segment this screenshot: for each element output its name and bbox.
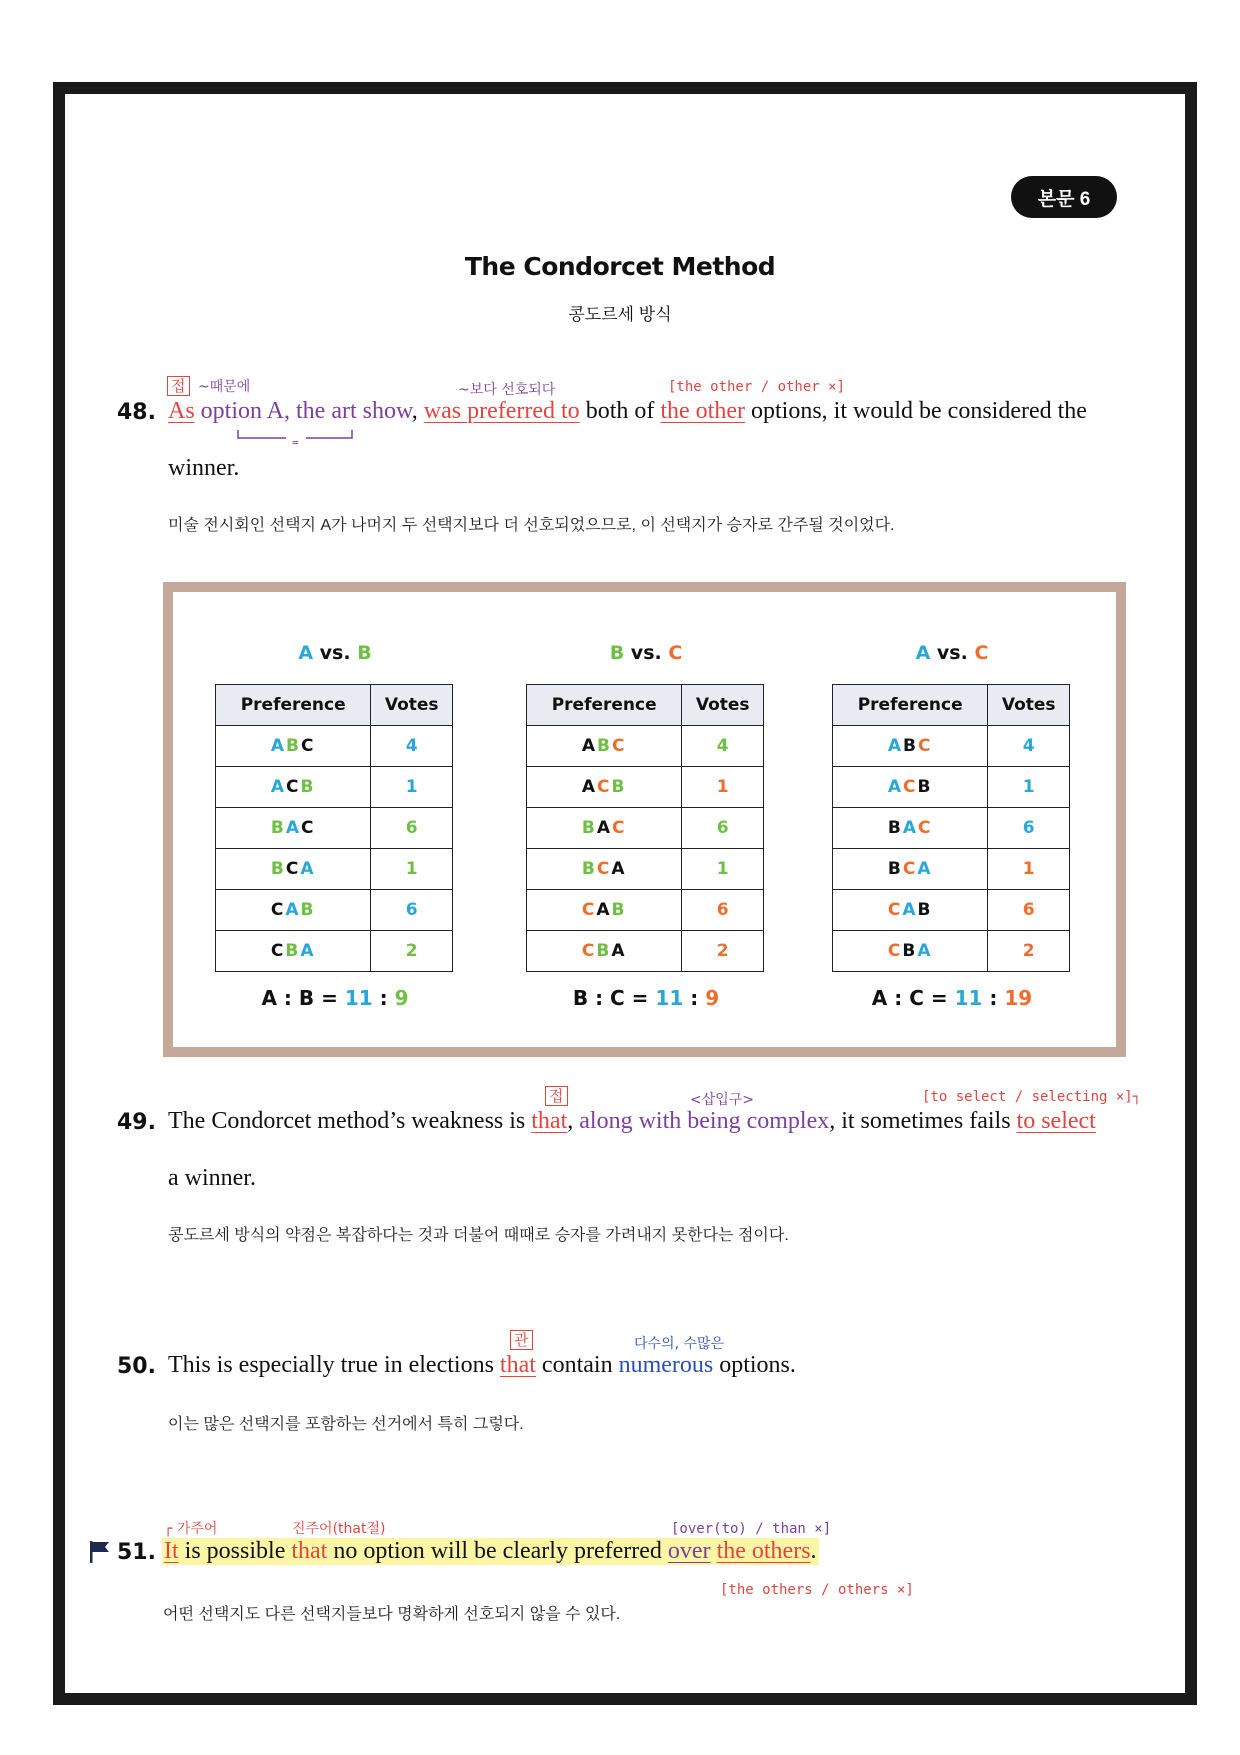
result-segment: 19 [1004,986,1033,1010]
s51-that: that [291,1538,328,1564]
column-header: Votes [988,685,1070,726]
table-title-segment: A [915,642,931,664]
note-48-conj [167,376,250,396]
preference-letter: C [581,941,597,961]
vote-table [526,684,764,972]
votes-cell: 6 [988,890,1070,931]
votes-cell: 4 [682,726,764,767]
table-header-row [527,685,764,726]
table-row [833,849,1070,890]
note-insert: <삽입구> [690,1092,755,1108]
preference-letter: C [301,736,316,756]
table-result [526,986,766,1010]
preference-letter: B [903,736,919,756]
s51-it: It [164,1538,179,1564]
translation-48: 미술 전시회인 선택지 A가 나머지 두 선택지보다 더 선호되었으므로, 이 선택지가 승자로 간주될 것이었다. [168,517,895,534]
sentence-number-50: 50. [117,1354,156,1379]
table-row [527,931,764,972]
votes-cell: 6 [682,890,764,931]
preference-letter: C [612,736,627,756]
votes-cell: 1 [371,849,453,890]
preference-letter: A [285,818,302,838]
preference-cell [833,849,988,890]
conj-box: 접 [545,1086,568,1106]
result-segment: 11 [344,986,373,1010]
s49-to-select: to select [1016,1108,1096,1134]
votes-cell: 6 [371,808,453,849]
table-row [833,890,1070,931]
table-title [215,642,455,672]
table-row [216,931,453,972]
preference-letter: B [597,736,613,756]
table-row [833,931,1070,972]
note-over: [over(to) / than ×] [671,1521,832,1537]
result-segment: A : B = [261,986,345,1010]
result-segment: 11 [954,986,983,1010]
s48-appositive: option A, the art show [200,398,412,424]
note-49-conj [545,1086,568,1106]
preference-cell [833,808,988,849]
preference-letter: C [286,777,301,797]
preference-letter: A [611,859,627,879]
table-title [526,642,766,672]
s48-the-other: the other [660,398,745,424]
translation-51: 어떤 선택지도 다른 선택지들보다 명확하게 선호되지 않을 수 있다. [163,1606,621,1623]
preference-letter: C [596,859,612,879]
s50-numerous: numerous [618,1352,714,1378]
preference-letter: B [887,818,903,838]
sentence-48-line1: As option A, the art show, was preferred to both of the other options, it would be considered the [168,398,1087,424]
preference-letter: B [902,941,918,961]
table-header-row [216,685,453,726]
result-segment: 11 [655,986,684,1010]
preference-cell [527,767,682,808]
preference-letter: B [285,941,301,961]
note-select: [to select / selecting ×]┐ [922,1089,1142,1105]
column-header: Preference [833,685,988,726]
preference-letter: A [902,900,918,920]
votes-cell: 2 [682,931,764,972]
sentence-49-line2: a winner. [168,1165,256,1191]
preference-letter: C [581,900,597,920]
table-result [215,986,455,1010]
column-header: Votes [682,685,764,726]
preference-cell [527,931,682,972]
preference-letter: B [611,900,627,920]
preference-letter: B [917,900,933,920]
preference-letter: C [887,900,903,920]
note-others: [the others / others ×] [720,1582,914,1598]
preference-letter: A [887,777,904,797]
preference-letter: C [612,818,627,838]
column-header: Preference [216,685,371,726]
table-title-segment: B [357,642,372,664]
preference-letter: A [917,941,933,961]
preference-letter: C [903,777,918,797]
preference-letter: A [581,777,598,797]
translation-49: 콩도르세 방식의 약점은 복잡하다는 것과 더불어 때때로 승자를 가려내지 못한다는 점이다. [168,1227,789,1244]
note-other: [the other / other ×] [668,379,846,395]
preference-letter: B [596,941,612,961]
note-dummy-subject: ┌ 가주어 [164,1521,218,1537]
preference-cell [527,726,682,767]
preference-letter: A [581,736,598,756]
preference-cell [833,890,988,931]
preference-cell [216,890,371,931]
note-real-subject: 진주어(that절) [292,1521,386,1537]
votes-cell: 6 [371,890,453,931]
table-row [833,808,1070,849]
table-row [527,890,764,931]
table-title-segment: vs. [930,642,975,664]
table-row [216,890,453,931]
table-row [527,808,764,849]
table-title [832,642,1072,672]
votes-cell: 4 [988,726,1070,767]
table-a-vs-c [832,642,1072,1010]
preference-letter: A [596,818,613,838]
s51-the-others: the others [716,1538,811,1564]
preference-cell [527,849,682,890]
preference-letter: A [300,859,316,879]
page-title: The Condorcet Method [464,252,776,281]
vote-table [215,684,453,972]
sentence-51: It is possible that no option will be clearly preferred over the others. [164,1538,817,1564]
vote-tables-figure [163,582,1126,1057]
table-row [833,767,1070,808]
preference-letter: C [902,859,918,879]
preference-letter: B [581,859,597,879]
preference-letter: B [286,736,302,756]
preference-letter: C [918,818,933,838]
preference-letter: B [270,859,286,879]
preference-cell [833,726,988,767]
votes-cell: 6 [988,808,1070,849]
sentence-48-line2: winner. [168,455,240,481]
s51-over: over [667,1538,711,1564]
result-segment: A : C = [871,986,955,1010]
votes-cell: 1 [988,767,1070,808]
preference-cell [527,808,682,849]
preference-letter: C [597,777,612,797]
table-a-vs-b [215,642,455,1010]
preference-letter: C [918,736,933,756]
s49-that: that [531,1108,568,1134]
translation-50: 이는 많은 선택지를 포함하는 선거에서 특히 그렇다. [168,1416,524,1433]
note-preferred: ~보다 선호되다 [458,382,556,398]
result-segment: : [982,986,1005,1010]
sentence-number-51: 51. [117,1540,156,1565]
table-row [216,726,453,767]
rel-box: 관 [510,1330,533,1350]
votes-cell: 2 [371,931,453,972]
table-row [216,849,453,890]
preference-cell [833,931,988,972]
preference-letter: A [902,818,919,838]
preference-letter: A [270,777,287,797]
votes-cell: 2 [988,931,1070,972]
preference-letter: B [887,859,903,879]
table-row [833,726,1070,767]
votes-cell: 4 [371,726,453,767]
preference-cell [216,808,371,849]
preference-letter: C [301,818,316,838]
s48-preferred-to: was preferred to [423,398,580,424]
s48-as: As [168,398,195,424]
result-segment: : [683,986,706,1010]
preference-letter: B [300,900,316,920]
preference-cell [216,931,371,972]
table-title-segment: C [974,642,989,664]
result-segment: 9 [705,986,720,1010]
votes-cell: 1 [682,767,764,808]
votes-cell: 1 [988,849,1070,890]
conj-box: 접 [167,376,190,396]
sentence-50: This is especially true in elections that contain numerous options. [168,1352,796,1378]
sentence-number-49: 49. [117,1110,156,1135]
preference-letter: C [887,941,903,961]
votes-cell: 6 [682,808,764,849]
result-segment: : [372,986,395,1010]
votes-cell: 1 [371,767,453,808]
preference-letter: A [596,900,612,920]
column-header: Preference [527,685,682,726]
table-row [527,849,764,890]
table-result [832,986,1072,1010]
result-segment: B : C = [572,986,656,1010]
votes-cell: 1 [682,849,764,890]
section-badge: 본문 6 [1011,176,1117,218]
preference-letter: A [300,941,316,961]
preference-letter: B [581,818,597,838]
preference-cell [527,890,682,931]
preference-letter: A [887,736,904,756]
note-50-rel [510,1330,533,1350]
table-title-segment: B [609,642,625,664]
s50-that: that [499,1352,536,1378]
note-because: ~때문에 [197,379,251,395]
preference-cell [833,767,988,808]
table-title-segment: A [298,642,314,664]
preference-letter: C [270,941,286,961]
table-row [527,726,764,767]
table-title-segment: vs. [624,642,669,664]
column-header: Votes [371,685,453,726]
table-b-vs-c [526,642,766,1010]
preference-letter: C [270,900,286,920]
table-row [527,767,764,808]
preference-letter: C [285,859,301,879]
equal-mark: = [292,436,299,449]
note-numerous: 다수의, 수많은 [634,1336,725,1352]
preference-cell [216,767,371,808]
sentence-49-line1: The Condorcet method’s weakness is that, along with being complex, it sometimes fails to select [168,1108,1096,1134]
preference-letter: B [300,777,316,797]
preference-letter: B [270,818,286,838]
table-title-segment: vs. [313,642,358,664]
preference-letter: A [270,736,287,756]
sentence-number-48: 48. [117,400,156,425]
preference-letter: B [611,777,627,797]
preference-letter: A [285,900,301,920]
preference-cell [216,726,371,767]
table-row [216,767,453,808]
preference-letter: A [611,941,627,961]
preference-cell [216,849,371,890]
flag-icon [89,1540,111,1564]
s49-insert-phrase: along with being complex [579,1108,830,1134]
preference-letter: B [917,777,933,797]
page-subtitle: 콩도르세 방식 [568,305,672,324]
table-title-segment: C [668,642,683,664]
table-row [216,808,453,849]
preference-letter: A [917,859,933,879]
table-header-row [833,685,1070,726]
result-segment: 9 [394,986,409,1010]
vote-table [832,684,1070,972]
